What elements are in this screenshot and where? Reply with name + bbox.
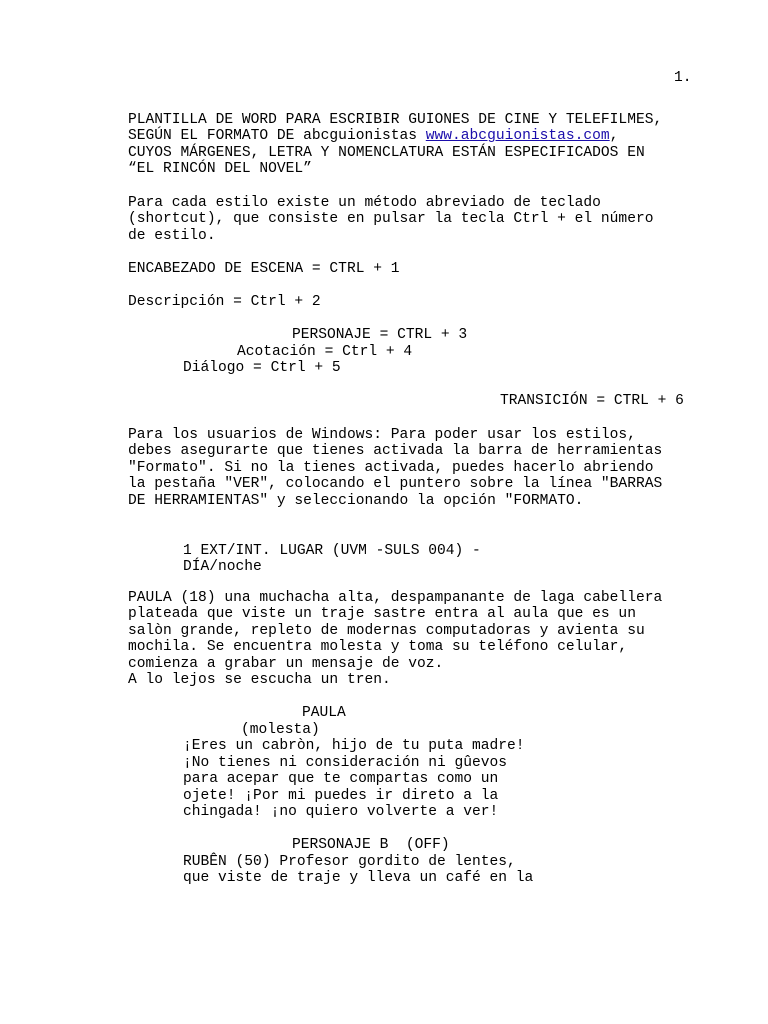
intro-line-4: “EL RINCÓN DEL NOVEL” [128, 161, 312, 177]
dialogue-line: ¡No tienes ni consideración ni gûevos [183, 755, 508, 771]
page-number: 1. [674, 70, 692, 86]
description-line: salòn grande, repleto de modernas computadoras y avienta su [128, 623, 645, 639]
description-line: PAULA (18) una muchacha alta, despampanante de laga cabellera [128, 590, 663, 606]
shortcut-intro-line: (shortcut), que consiste en pulsar la tecla Ctrl + el número [128, 211, 654, 227]
intro-line-3: CUYOS MÁRGENES, LETRA Y NOMENCLATURA ESTÁN ESPECIFICADOS EN [128, 145, 645, 161]
description-line: plateada que viste un traje sastre entra al aula que es un [128, 606, 636, 622]
intro-line-2 [128, 128, 618, 144]
intro-line-2-comma: , [609, 128, 619, 144]
windows-note-line: debes asegurarte que tienes activada la barra de herramientas [128, 443, 663, 459]
dialogue-line: ¡Eres un cabròn, hijo de tu puta madre! [183, 738, 525, 754]
style-personaje: PERSONAJE = CTRL + 3 [292, 327, 468, 343]
scene-heading-line: DÍA/noche [183, 559, 262, 575]
windows-note-line: DE HERRAMIENTAS" y seleccionando la opción "FORMATO. [128, 493, 584, 509]
dialogue-line: que viste de traje y lleva un café en la [183, 870, 534, 886]
dialogue-line: para acepar que te compartas como un [183, 771, 499, 787]
windows-note-line: Para los usuarios de Windows: Para poder usar los estilos, [128, 427, 636, 443]
shortcut-intro-line: Para cada estilo existe un método abreviado de teclado [128, 195, 601, 211]
windows-note-line: la pestaña "VER", colocando el puntero sobre la línea "BARRAS [128, 476, 663, 492]
character-name: PERSONAJE B (OFF) [292, 837, 450, 853]
description-line: A lo lejos se escucha un tren. [128, 672, 391, 688]
intro-line-1: PLANTILLA DE WORD PARA ESCRIBIR GUIONES DE CINE Y TELEFILMES, [128, 112, 663, 128]
shortcut-intro-line: de estilo. [128, 228, 216, 244]
description-line: comienza a grabar un mensaje de voz. [128, 656, 444, 672]
scene-heading-line: 1 EXT/INT. LUGAR (UVM -SULS 004) - [183, 543, 481, 559]
character-name: PAULA [302, 705, 346, 721]
parenthetical: (molesta) [241, 722, 320, 738]
dialogue-line: ojete! ¡Por mi puedes ir direto a la [183, 788, 499, 804]
intro-line-2-text: SEGÚN EL FORMATO DE abcguionistas [128, 128, 426, 144]
style-descripcion: Descripción = Ctrl + 2 [128, 294, 321, 310]
website-link[interactable]: www.abcguionistas.com [425, 128, 610, 144]
dialogue-line: RUBÊN (50) Profesor gordito de lentes, [183, 854, 516, 870]
windows-note-line: "Formato". Si no la tienes activada, puedes hacerlo abriendo [128, 460, 654, 476]
style-dialogo: Diálogo = Ctrl + 5 [183, 360, 341, 376]
style-encabezado: ENCABEZADO DE ESCENA = CTRL + 1 [128, 261, 400, 277]
description-line: mochila. Se encuentra molesta y toma su teléfono celular, [128, 639, 628, 655]
dialogue-line: chingada! ¡no quiero volverte a ver! [183, 804, 499, 820]
style-transicion: TRANSICIÓN = CTRL + 6 [500, 393, 684, 409]
style-acotacion: Acotación = Ctrl + 4 [237, 344, 413, 360]
